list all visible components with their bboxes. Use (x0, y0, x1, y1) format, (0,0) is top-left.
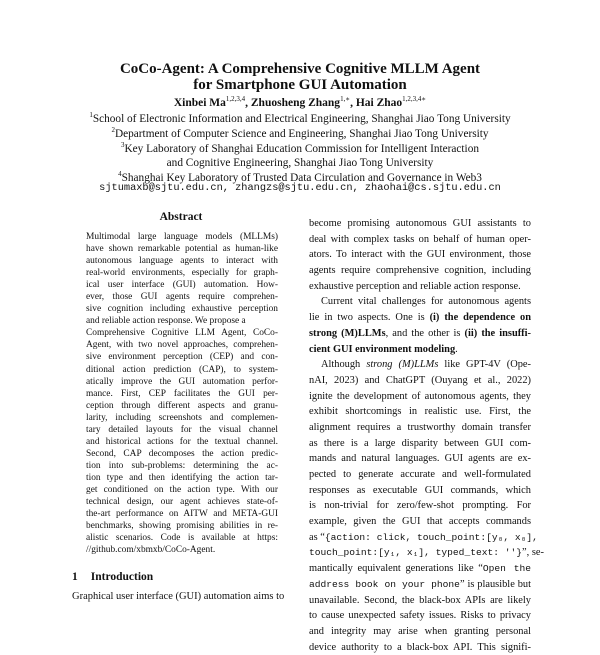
author-name: Xinbei Ma (173, 96, 226, 109)
introduction-first-line: Graphical user interface (GUI) automation aims to (72, 591, 285, 602)
abstract-line: tary detailed layouts for the visual channel (86, 424, 278, 435)
text-line: ignite the development of autonomous agents, they (309, 390, 531, 402)
author-separator: , (350, 96, 356, 109)
affiliation-text: and Cognitive Engineering, Shanghai Jiao Tong University (166, 156, 434, 169)
author-affiliation-marks: 1,∗ (340, 95, 351, 103)
author-affiliation-marks: 1,2,3,4∗ (402, 95, 427, 103)
text-line: is non-trivial for zero/few-shot prompting. For (309, 500, 531, 512)
text-line: become promising autonomous GUI assistants to (309, 218, 531, 229)
affiliation (0, 126, 600, 140)
abstract-line: technical design, our agent achieves state-of- (86, 497, 278, 508)
abstract-line: get conditioned on the action type. With our (86, 484, 278, 495)
abstract-line: //github.com/xbmxb/CoCo-Agent. (86, 545, 216, 556)
abstract-line: have shown remarkable potential as human-like (86, 244, 278, 255)
affiliation-text: School of Electronic Information and Electrical Engineering, Shanghai Jiao Tong University (92, 112, 511, 125)
abstract-line: ever, those GUI agents require comprehen- (86, 292, 278, 303)
text-line: to cause unexpected safety issues. Risks to privacy (309, 610, 531, 622)
text-line: responses as executable GUI commands, which (309, 484, 531, 496)
abstract-line: sive cognition including exhaustive perception (86, 304, 278, 315)
text-line: alignment requires a trustworthy domain transfer (309, 421, 531, 433)
abstract-body (86, 231, 278, 556)
affiliation-number: 3 (120, 141, 125, 149)
text-line: exhibit shortcomings in realistic use. First, the (309, 406, 531, 418)
text-line: agents require comprehensive cognition, including (309, 265, 531, 277)
affiliation-number: 4 (118, 170, 122, 178)
affiliation-text: Department of Computer Science and Engineering, Shanghai Jiao Tong University (114, 127, 489, 140)
abstract-line: ception through different aspects and granu- (86, 400, 278, 411)
text-line: unavailable. Second, the black-box APIs are likely (309, 594, 531, 606)
affiliation (0, 111, 600, 125)
affiliation (0, 141, 600, 155)
text-line: deal with complex tasks on behalf of human oper- (309, 233, 531, 245)
abstract-line: larity, including screenshots and complemen- (86, 412, 278, 423)
author-affiliation-marks: 1,2,3,4 (225, 95, 246, 103)
abstract-line: Comprehensive Cognitive LLM Agent, CoCo- (86, 328, 278, 339)
paper-title-line-1: CoCo-Agent: A Comprehensive Cognitive MLLM Agent (119, 61, 481, 77)
abstract-line: ical user interface (GUI) automation. How- (86, 280, 278, 291)
text-line: exhaustive perception and reliable action response. (309, 280, 521, 292)
text-line: as there is a large disparity between GUI com- (309, 437, 531, 449)
abstract-line: Agent, with two novel approaches, comprehen- (86, 340, 278, 351)
affiliation-number: 1 (89, 111, 93, 119)
section-heading-introduction (72, 571, 153, 583)
text-line: touch_point:[y₁, x₁], typed_text: ''}”, se- (309, 547, 544, 559)
text-line: and integrity may arise when granting personal (309, 625, 531, 637)
text-line: device authority to a black-box API. This signifi- (309, 641, 531, 653)
abstract-line: atically improve the GUI automation perfor- (86, 376, 278, 387)
text-line: example, given the GUI that accepts commands (309, 516, 531, 528)
affiliation-text: Shanghai Key Laboratory of Trusted Data Circulation and Governance in Web3 (121, 171, 482, 184)
text-line: mands and natural languages. GUI agents are ex- (309, 453, 531, 465)
author-separator: , (245, 96, 251, 109)
abstract-line: Multimodal large language models (MLLMs) (86, 232, 278, 242)
text-line: Although strong (M)LLMs like GPT-4V (Ope- (321, 359, 531, 371)
abstract-line: alistic scenarios. Code is available at https: (86, 533, 278, 544)
text-line: mantically equivalent generations like “Open the (309, 563, 531, 575)
abstract-line: Second, CAP decomposes the action predic- (86, 448, 278, 459)
text-line: nAI, 2023) and ChatGPT (Ouyang et al., 2022) (309, 374, 531, 386)
abstract-line: mance. First, CEP facilitates the GUI per- (86, 388, 278, 399)
abstract-line: tion type and then identifying the action tar- (86, 472, 278, 483)
author-name: Zhuosheng Zhang (250, 96, 341, 109)
text-line: address book on your phone” is plausible but (309, 578, 531, 590)
affiliation-number: 2 (111, 126, 115, 134)
abstract-line: ditional action prediction (CAP), to system- (86, 364, 278, 375)
section-number: 1 (72, 571, 78, 583)
author-emails: sjtumaxb@sjtu.edu.cn, zhangzs@sjtu.edu.cn, zhaohai@cs.sjtu.edu.cn (99, 182, 501, 194)
text-line: Current vital challenges for autonomous agents (321, 296, 531, 308)
affiliation-text: Key Laboratory of Shanghai Education Commission for Intelligent Interaction (124, 142, 479, 155)
section-title: Introduction (90, 571, 154, 583)
author-name: Hai Zhao (355, 96, 403, 109)
abstract-line: autonomous language agents to interact with (86, 256, 278, 267)
text-line: pected to generate accurate and well-formulated (309, 469, 531, 480)
abstract-line: and historical actions for the textual channel. (86, 436, 278, 447)
abstract-line: benchmarks, showing promising abilities in re- (86, 521, 278, 532)
text-line: strong (M)LLMs, and the other is (ii) the insuffi- (309, 327, 531, 339)
paper-title-line-2: for Smartphone GUI Automation (193, 77, 407, 93)
abstract-heading: Abstract (159, 211, 203, 223)
text-line: cient GUI environment modeling. (309, 343, 458, 355)
right-column-text (309, 216, 544, 655)
text-line: ators. To interact with the GUI environment, those (309, 249, 531, 261)
text-line: lie in two aspects. One is (i) the dependence on (309, 312, 531, 324)
affiliation (0, 155, 600, 169)
abstract-line: real-world environments, especially for graph- (86, 268, 278, 279)
abstract-line: and reliable action response. We propose a (86, 316, 246, 327)
abstract-line: tion into sub-problems: determining the ac- (86, 460, 278, 471)
author-list (0, 95, 600, 109)
text-line: as “{action: click, touch_point:[y₀, x₀], (309, 531, 538, 543)
abstract-line: sive environment perception (CEP) and con- (86, 352, 278, 363)
abstract-line: the-art performance on AITW and META-GUI (86, 509, 278, 520)
